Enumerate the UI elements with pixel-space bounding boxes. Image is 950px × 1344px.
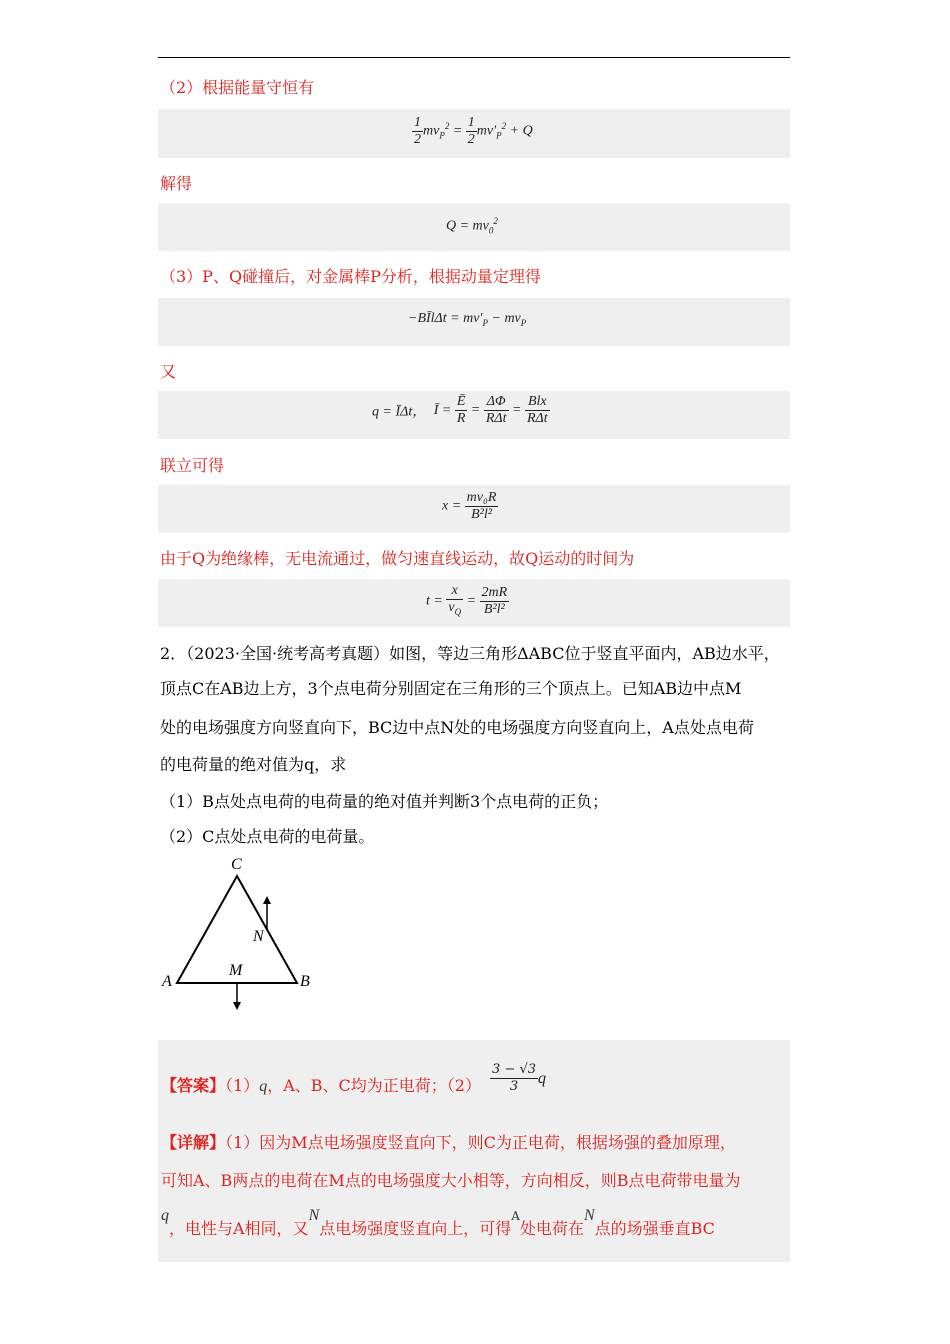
detail-line-3: q，电性与A相同，又N点电场强度竖直向上，可得$^A$处电荷在N点的场强垂直BC	[161, 1207, 715, 1238]
answer-box	[158, 1040, 790, 1262]
part2-heading: （2）根据能量守恒有	[160, 78, 315, 97]
q-motion-text: 由于Q为绝缘棒，无电流通过，做匀速直线运动，故Q运动的时间为	[160, 549, 635, 568]
label-b: B	[300, 973, 310, 990]
question-line-2: 顶点C在AB边上方，3个点电荷分别固定在三角形的三个顶点上。已知AB边中点M	[160, 679, 742, 698]
equation-x: x = $\frac{\text{mv₀R}}{\text{B²l²}}$	[442, 490, 497, 522]
equation-box-energy	[158, 109, 790, 158]
equation-t: t = $\frac{x}{v_Q}$ = $\frac{2mR}{\text{B²l²}}$	[426, 583, 508, 617]
detail-line-1: 【详解】（1）因为M点电场强度竖直向下，则C为正电荷，根据场强的叠加原理，	[161, 1133, 736, 1152]
equation-q: $Q = mv_0^2$	[446, 216, 498, 236]
equation-box-t	[158, 579, 790, 627]
equation-box-x	[158, 485, 790, 533]
question-sub-2: （2）C点处点电荷的电荷量。	[160, 827, 375, 846]
label-n: N	[253, 928, 264, 945]
triangle-figure	[150, 850, 330, 1020]
question-sub-1: （1）B点处点电荷的电荷量的绝对值并判断3个点电荷的正负；	[160, 792, 609, 811]
combine-label: 联立可得	[160, 456, 225, 475]
equation-charge: q = ĪΔt， Ī = $\frac{Ē}{R}$ = $\frac{\Delta\Phi}{\text{RΔt}}$ = $\frac{\text{Blx}}{\text{RΔt}}$	[372, 394, 548, 426]
equation-box-momentum	[158, 298, 790, 346]
question-line-4: 的电荷量的绝对值为q，求	[160, 755, 347, 774]
detail-line-2: 可知A、B两点的电荷在M点的电场强度大小相等，方向相反，则B点电荷带电量为	[161, 1171, 741, 1190]
question-line-3: 处的电场强度方向竖直向下，BC边中点N处的电场强度方向竖直向上，A点处点电荷	[160, 718, 754, 737]
equation-box-charge	[158, 391, 790, 439]
label-a: A	[162, 973, 172, 990]
question-line-1: 2．（2023·全国·统考高考真题）如图，等边三角形ΔABC位于竖直平面内，AB边水平，	[160, 644, 780, 663]
top-rule	[158, 57, 790, 58]
also-label: 又	[160, 362, 177, 381]
equation-momentum: −BĪlΔt = $mv'_P - mv_P$	[408, 311, 527, 328]
answer-line: 【答案】（1）q，A、B、C均为正电荷；（2） $\frac{3 - √3}{3}$ q	[161, 1062, 547, 1095]
equation-energy: $\frac{1}{2}$ $mv_P^2$ = $\frac{1}{2}$ $mv'_P^2 + Q$	[414, 115, 533, 147]
arrow-n-head	[263, 896, 271, 904]
part3-heading: （3）P、Q碰撞后，对金属棒P分析，根据动量定理得	[160, 267, 541, 286]
equation-box-q	[158, 203, 790, 251]
label-m: M	[229, 962, 243, 979]
answer-fraction: $\frac{3 - √3}{3}$	[492, 1062, 537, 1094]
label-c: C	[231, 856, 242, 873]
arrow-m-head	[233, 1002, 241, 1010]
solve-label: 解得	[160, 174, 193, 193]
